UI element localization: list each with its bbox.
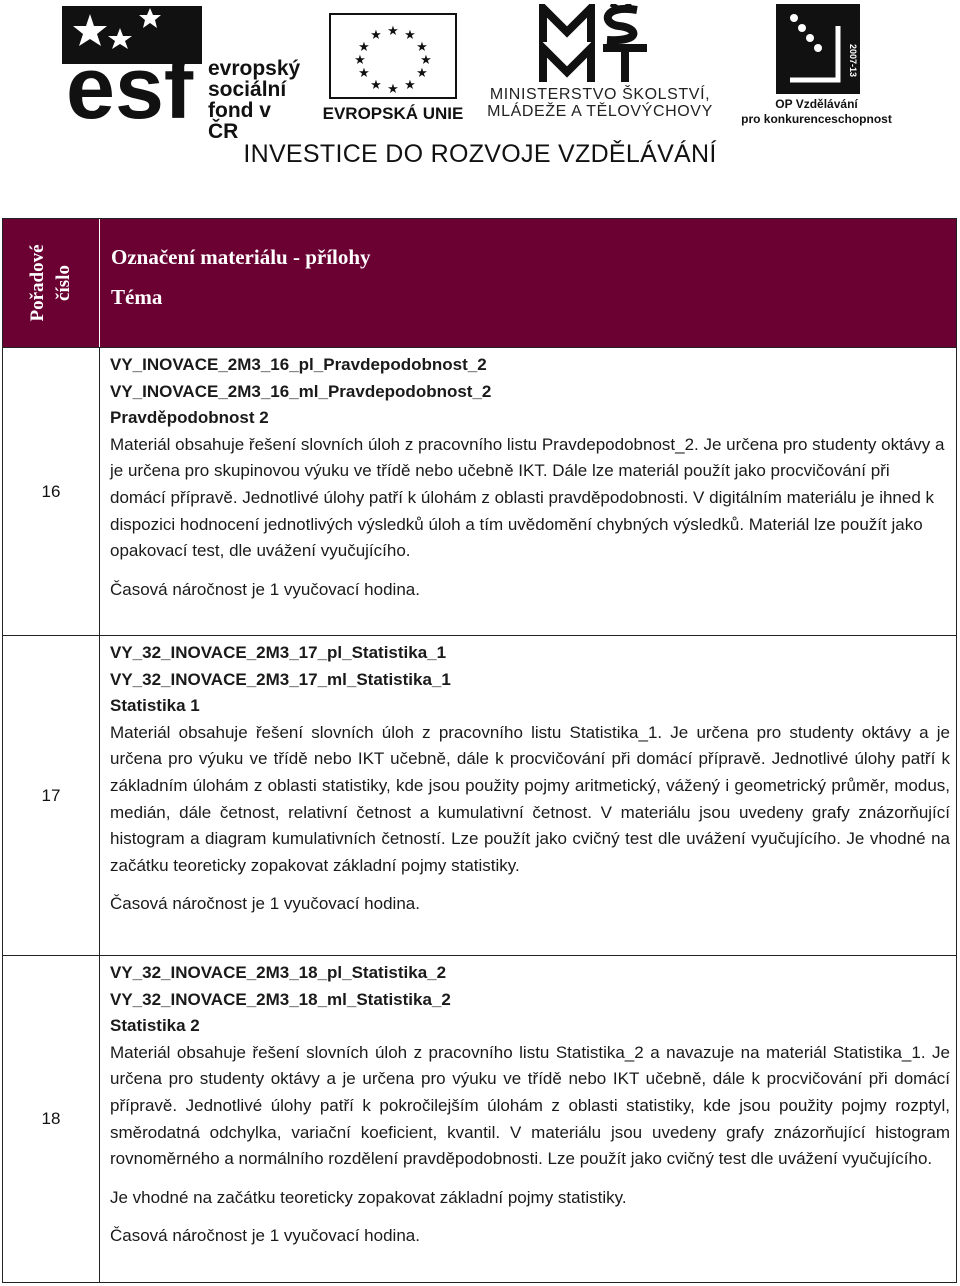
op-logo — [734, 4, 899, 126]
svg-text:★: ★ — [370, 78, 382, 93]
row-content — [110, 640, 950, 918]
svg-text:★: ★ — [370, 28, 382, 43]
time-requirement: Časová náročnost je 1 vyučovací hodina. — [110, 894, 420, 914]
svg-text:★: ★ — [416, 40, 428, 55]
row-number: 16 — [3, 348, 100, 635]
op-line-2: pro konkurenceschopnost — [741, 112, 892, 126]
material-description: Materiál obsahuje řešení slovních úloh z pracovního listu Statistika_2 a navazuje na materiál Statistika_1. Je určena pro studenty oktávy a je určena pro výuku ve třídě nebo IKT učebně, dále k procvičování při domácí přípravě. Jednotlivé úlohy patří k pokročilejším úlohám z oblasti statistiky, kde jsou použity pojmy rozptyl, směrodatná odchylka, variační koeficient, kvantil. V materiálu jsou uvedeny grafy znázorňující histogram rovnoměrného a normálního rozdělení pravděpodobnosti. Lze použít jako cvičný test dle uvážení vyučujícího. — [110, 1042, 950, 1169]
op-mark-icon — [776, 4, 860, 94]
table-header — [3, 219, 956, 347]
material-theme: Pravděpodobnost 2 — [110, 408, 269, 428]
header-number-line-1: Pořadové — [27, 244, 48, 322]
esf-text — [208, 58, 307, 142]
svg-text:★: ★ — [404, 78, 416, 93]
msmt-text — [475, 86, 725, 120]
esf-line-1: evropský — [208, 57, 301, 80]
material-description: Materiál obsahuje řešení slovních úloh z pracovního listu Statistika_1. Je určena pro studenty oktávy a je určena pro výuku ve třídě nebo IKT učebně, dále k procvičování při domácí přípravě. Jednotlivé úlohy patří k základním úlohám z oblasti statistiky, kde jsou použity pojmy aritmetický, vážený i geometrický průměr, modus, medián, dále četnost, relativní četnost a kumulativní četnost. V materiálu jsou uvedeny grafy znázorňující histogram a diagram kumulativních četností. Lze použít jako cvičný test dle uvážení vyučujícího. Je vhodné na začátku teoreticky zopakovat základní pojmy statistiky. — [110, 722, 950, 875]
slogan: INVESTICE DO ROZVOJE VZDĚLÁVÁNÍ — [243, 140, 717, 168]
eu-flag-icon — [318, 12, 468, 102]
header-title: Označení materiálu - přílohy — [111, 245, 371, 269]
esf-line-2: sociální — [208, 78, 287, 101]
material-code-ml: VY_32_INOVACE_2M3_17_ml_Statistika_1 — [110, 669, 451, 689]
svg-text:★: ★ — [354, 53, 366, 68]
material-code-pl: VY_32_INOVACE_2M3_17_pl_Statistika_1 — [110, 643, 447, 662]
row-content — [110, 960, 950, 1250]
svg-text:★: ★ — [358, 66, 370, 81]
logo-header — [0, 0, 960, 215]
table-row — [3, 955, 956, 1282]
msmt-line-1: MINISTERSTVO ŠKOLSTVÍ, — [489, 86, 711, 103]
header-theme: Téma — [111, 285, 163, 309]
op-text — [734, 97, 899, 127]
svg-text:★: ★ — [387, 24, 399, 39]
esf-line-3: fond v ČR — [208, 99, 271, 143]
eu-logo — [318, 12, 468, 124]
material-theme: Statistika 1 — [110, 696, 200, 716]
material-description: Materiál obsahuje řešení slovních úloh z pracovního listu Pravdepodobnost_2. Je určena pro studenty oktávy a je určena pro skupinovou výuku ve třídě nebo učebně IKT. Dále lze materiál použít jako procvičování při domácí přípravě. Jednotlivé úlohy patří k úlohám z oblasti pravděpodobnosti. V digitálním materiálu je ihned k dispozici hodnocení jednotlivých výsledků úloh a tím uvědomění chybných výsledků. Materiál lze použít jako opakovací test, dle uvážení vyučujícího. — [110, 434, 945, 561]
msmt-line-2: MLÁDEŽE A TĚLOVÝCHOVY — [487, 103, 713, 120]
esf-logo — [62, 6, 307, 143]
msmt-logo — [475, 4, 725, 126]
op-line-1: OP Vzdělávání — [775, 97, 858, 111]
material-code-pl: VY_32_INOVACE_2M3_18_pl_Statistika_2 — [110, 963, 447, 982]
msmt-mark-icon — [537, 4, 663, 84]
time-requirement: Časová náročnost je 1 vyučovací hodina. — [110, 579, 420, 599]
svg-text:★: ★ — [387, 82, 399, 97]
material-theme: Statistika 2 — [110, 1016, 200, 1036]
row-number: 18 — [3, 956, 100, 1282]
eu-label: EVROPSKÁ UNIE — [322, 104, 464, 123]
svg-text:★: ★ — [420, 53, 432, 68]
row-content — [110, 352, 950, 603]
esf-mark-icon — [62, 6, 202, 124]
header-number-label — [25, 244, 77, 321]
svg-text:★: ★ — [404, 28, 416, 43]
svg-text:★: ★ — [416, 66, 428, 81]
svg-text:★: ★ — [358, 40, 370, 55]
header-number-line-2: číslo — [53, 265, 74, 301]
svg-text:esf: esf — [66, 38, 194, 124]
table-row — [3, 347, 956, 635]
material-code-ml: VY_INOVACE_2M3_16_ml_Pravdepodobnost_2 — [110, 381, 492, 401]
material-extra-note: Je vhodné na začátku teoreticky zopakovat základní pojmy statistiky. — [110, 1187, 627, 1207]
material-code-ml: VY_32_INOVACE_2M3_18_ml_Statistika_2 — [110, 989, 451, 1009]
table-row — [3, 635, 956, 955]
materials-table — [2, 218, 957, 1283]
material-code-pl: VY_INOVACE_2M3_16_pl_Pravdepodobnost_2 — [110, 355, 487, 374]
row-number: 17 — [3, 636, 100, 955]
time-requirement: Časová náročnost je 1 vyučovací hodina. — [110, 1226, 420, 1246]
op-badge-text: 2007-13 — [848, 44, 858, 78]
header-number-cell — [3, 219, 100, 347]
